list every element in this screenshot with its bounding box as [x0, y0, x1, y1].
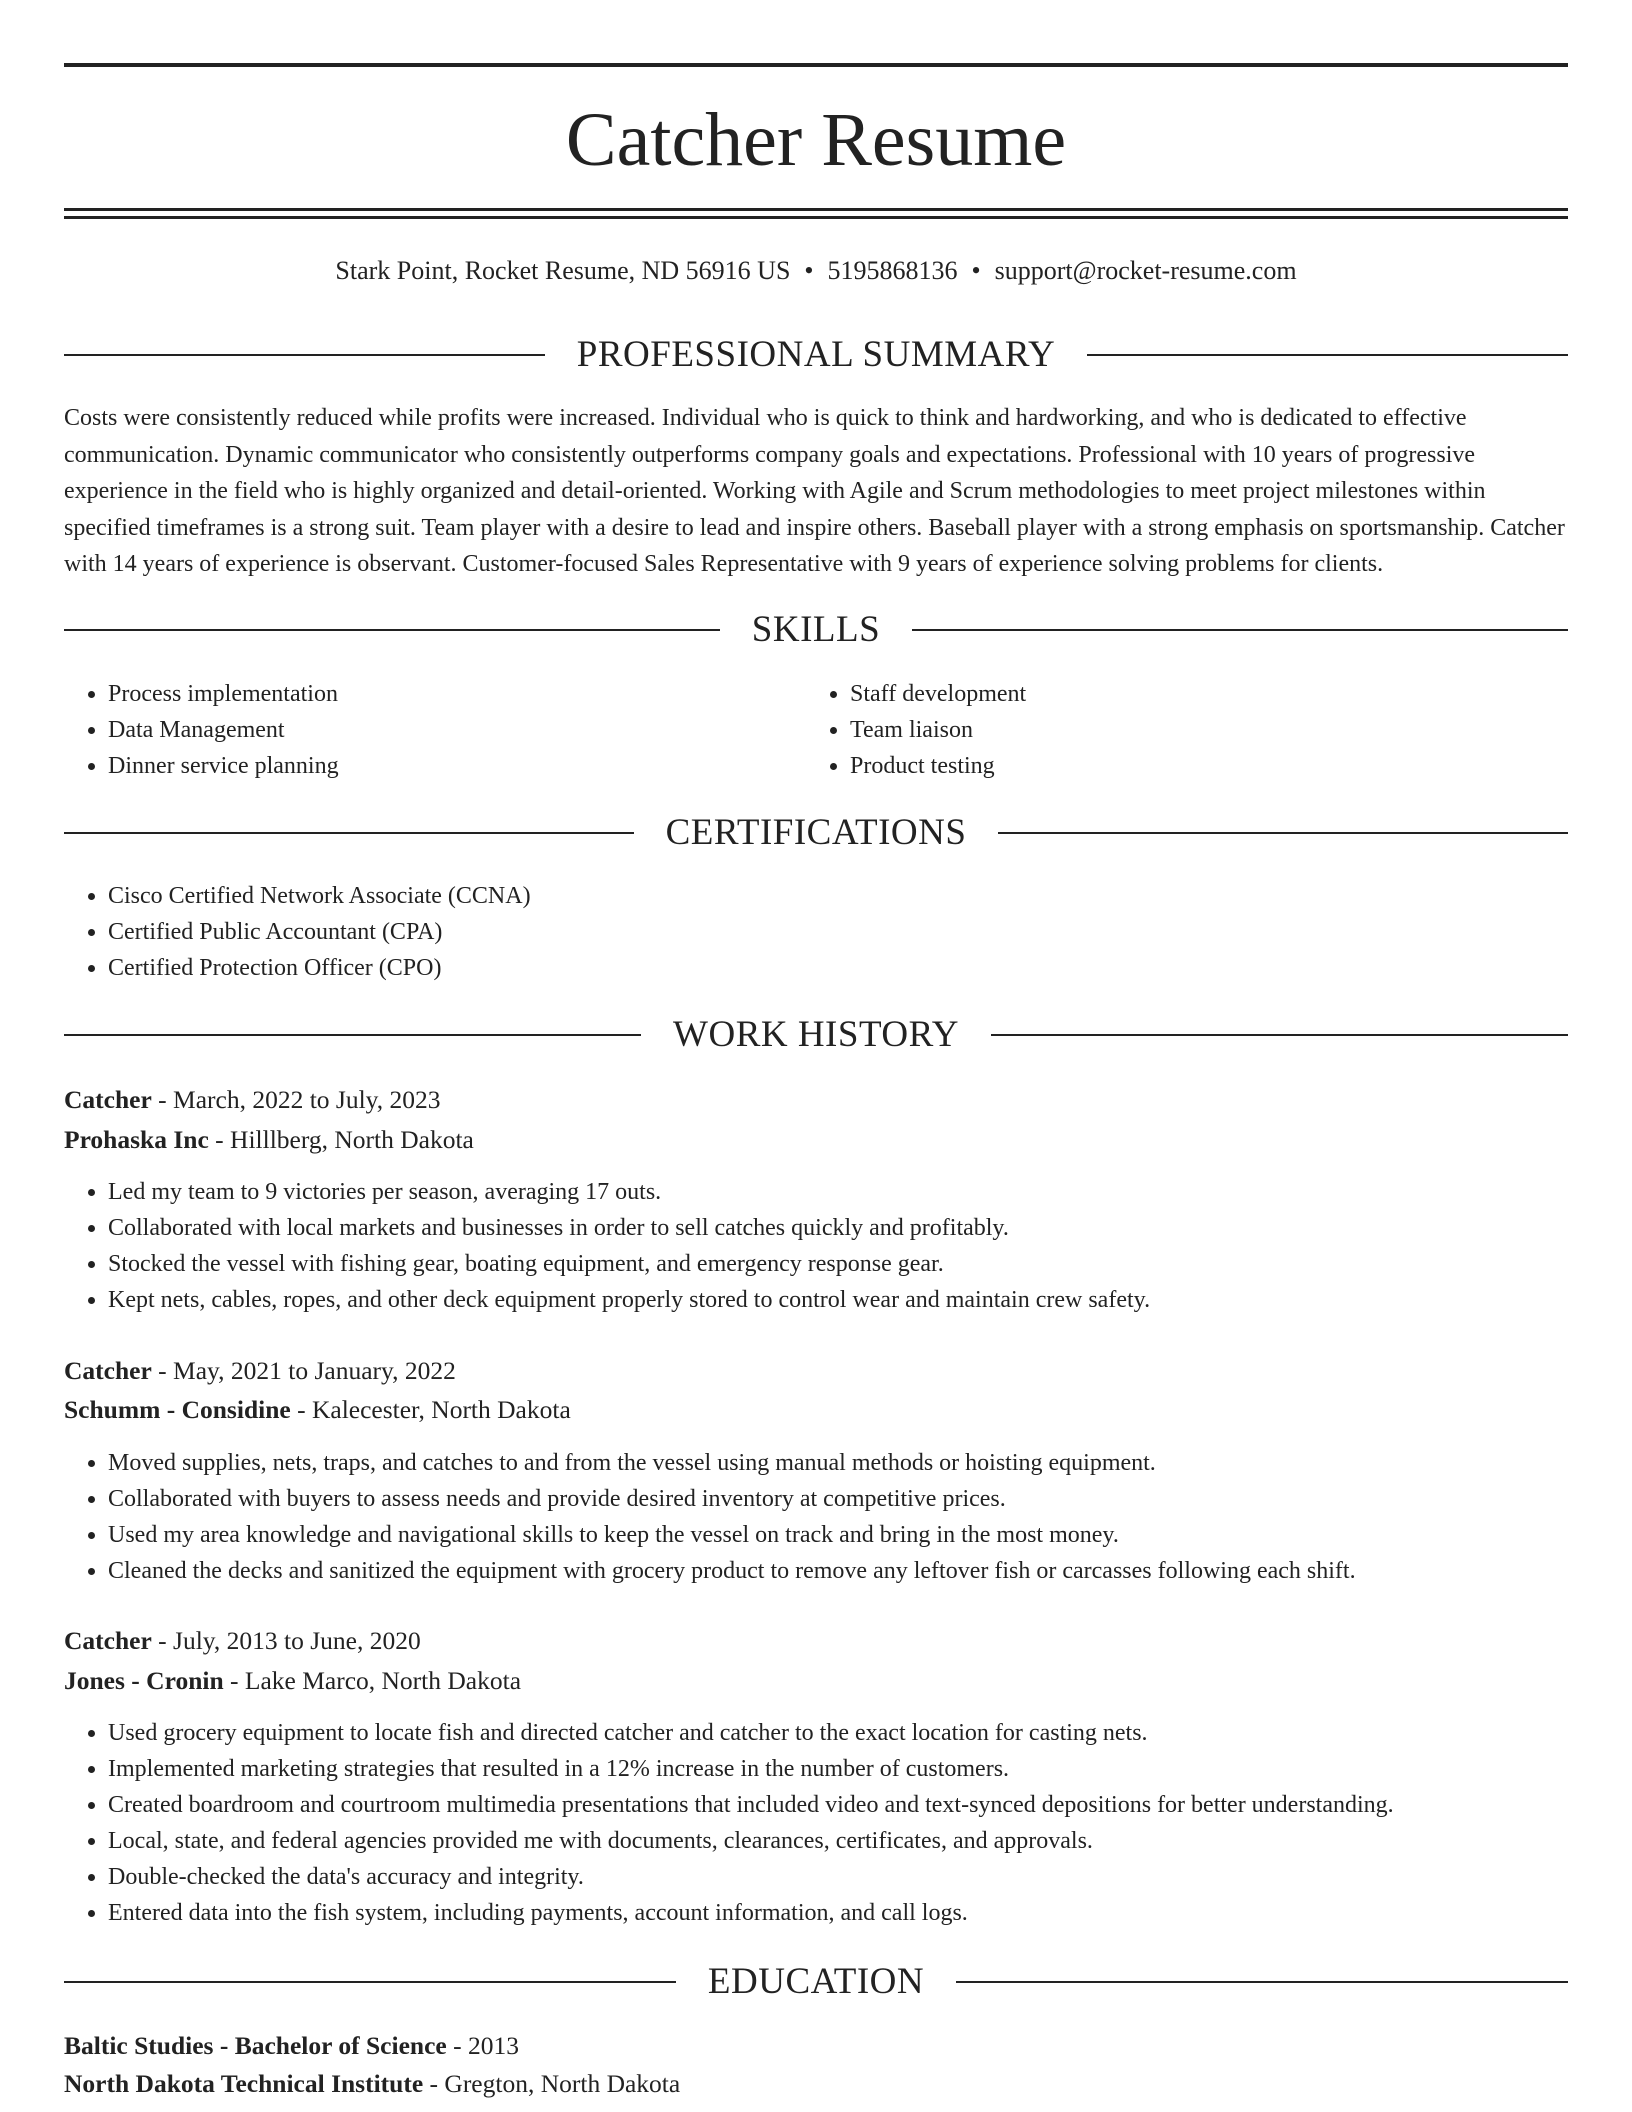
section-title-certifications: CERTIFICATIONS: [665, 812, 967, 853]
job-dates: - May, 2021 to January, 2022: [151, 1356, 456, 1385]
job-company: Jones - Cronin: [64, 1666, 224, 1695]
section-rule-right: [991, 1034, 1568, 1036]
job-company-line: [64, 1663, 521, 1699]
job-bullet: • Entered data into the fish system, including payments, account information, and call logs.: [108, 1895, 1568, 1931]
job-bullet: • Kept nets, cables, ropes, and other deck equipment properly stored to control wear and maintain crew safety.: [108, 1282, 1568, 1318]
section-header-work-history: [64, 1011, 1568, 1059]
job-bullet: • Used grocery equipment to locate fish and directed catcher and catcher to the exact location for casting nets.: [108, 1715, 1568, 1751]
section-header-education: [64, 1958, 1568, 2006]
education-degree-line: [64, 2028, 519, 2064]
certifications-list: [64, 878, 1568, 986]
section-rule-left: [64, 1034, 641, 1036]
job-bullet: • Collaborated with buyers to assess needs and provide desired inventory at competitive prices.: [108, 1481, 1568, 1517]
job-location: - Lake Marco, North Dakota: [223, 1666, 522, 1695]
section-rule-right: [1087, 354, 1568, 356]
section-rule-left: [64, 629, 720, 631]
certification-item: • Cisco Certified Network Associate (CCNA): [108, 878, 1568, 914]
contact-email: support@rocket-resume.com: [994, 256, 1297, 285]
skill-item: • Data Management: [108, 712, 808, 748]
job-company: Prohaska Inc: [64, 1125, 209, 1154]
job-bullet: • Created boardroom and courtroom multimedia presentations that included video and text-synced depositions for better understanding.: [108, 1787, 1568, 1823]
education-degree: Baltic Studies - Bachelor of Science: [64, 2031, 447, 2060]
skill-item: • Staff development: [850, 676, 1550, 712]
header-bottom-rule: [64, 208, 1568, 211]
job-title: Catcher: [64, 1626, 152, 1655]
job-location: - Kalecester, North Dakota: [290, 1395, 571, 1424]
job-bullet: • Moved supplies, nets, traps, and catches to and from the vessel using manual methods or hoisting equipment.: [108, 1445, 1568, 1481]
job-company-line: [64, 1392, 571, 1428]
job-bullets: [64, 1174, 1568, 1318]
job-bullets: [64, 1715, 1568, 1931]
skills-list-left: [64, 676, 808, 784]
education-school-line: [64, 2066, 680, 2102]
job-bullets: [64, 1445, 1568, 1589]
summary-text: Costs were consistently reduced while profits were increased. Individual who is quick to think and hardworking, and who is dedicated to effective communication. Dynamic communicator who consistently outperforms company goals and expectations. Professional with 10 years of progressive experience in the field who is highly organized and detail-oriented. Working with Agile and Scrum methodologies to meet project milestones within specified timeframes is a strong suit. Team player with a desire to lead and inspire others. Baseball player with a strong emphasis on sportsmanship. Catcher with 14 years of experience is observant. Customer-focused Sales Representative with 9 years of experience solving problems for clients.: [64, 405, 1565, 577]
job-dates: - July, 2013 to June, 2020: [151, 1626, 421, 1655]
section-rule-left: [64, 1981, 676, 1983]
contact-line: [64, 254, 1568, 288]
section-title-summary: PROFESSIONAL SUMMARY: [576, 334, 1056, 375]
job-location: - Hilllberg, North Dakota: [208, 1125, 474, 1154]
section-rule-left: [64, 354, 545, 356]
job-title: Catcher: [64, 1085, 152, 1114]
certification-item: • Certified Public Accountant (CPA): [108, 914, 1568, 950]
section-header-certifications: [64, 809, 1568, 857]
job-dates: - March, 2022 to July, 2023: [151, 1085, 441, 1114]
section-title-work-history: WORK HISTORY: [673, 1014, 959, 1055]
section-rule-right: [912, 629, 1568, 631]
header-bottom-rule-second: [64, 216, 1568, 219]
job-bullet: • Led my team to 9 victories per season, averaging 17 outs.: [108, 1174, 1568, 1210]
section-rule-left: [64, 832, 634, 834]
job-bullet: • Used my area knowledge and navigational skills to keep the vessel on track and bring in the most money.: [108, 1517, 1568, 1553]
section-title-skills: SKILLS: [751, 609, 881, 650]
education-school: North Dakota Technical Institute: [64, 2069, 424, 2098]
job-company-line: [64, 1122, 474, 1158]
job-bullet: • Implemented marketing strategies that resulted in a 12% increase in the number of customers.: [108, 1751, 1568, 1787]
job-title: Catcher: [64, 1356, 152, 1385]
skill-item: • Product testing: [850, 748, 1550, 784]
contact-separator: •: [804, 256, 814, 285]
section-header-skills: [64, 606, 1568, 654]
job-bullet: • Local, state, and federal agencies provided me with documents, clearances, certificates, and approvals.: [108, 1823, 1568, 1859]
section-header-summary: [64, 331, 1568, 379]
job-bullet: • Collaborated with local markets and businesses in order to sell catches quickly and profitably.: [108, 1210, 1568, 1246]
job-title-line: [64, 1353, 456, 1389]
contact-phone: 5195868136: [827, 256, 958, 285]
skill-item: • Process implementation: [108, 676, 808, 712]
job-bullet: • Stocked the vessel with fishing gear, boating equipment, and emergency response gear.: [108, 1246, 1568, 1282]
job-title-line: [64, 1623, 421, 1659]
job-title-line: [64, 1082, 441, 1118]
skills-list-right: [806, 676, 1550, 784]
section-rule-right: [998, 832, 1568, 834]
contact-separator: •: [971, 256, 981, 285]
certification-item: • Certified Protection Officer (CPO): [108, 950, 1568, 986]
job-bullet: • Double-checked the data's accuracy and integrity.: [108, 1859, 1568, 1895]
job-company: Schumm - Considine: [64, 1395, 291, 1424]
section-rule-right: [956, 1981, 1568, 1983]
job-bullet: • Cleaned the decks and sanitized the equipment with grocery product to remove any leftover fish or carcasses following each shift.: [108, 1553, 1568, 1589]
resume-title: Catcher Resume: [565, 98, 1067, 182]
section-title-education: EDUCATION: [707, 1961, 925, 2002]
contact-address: Stark Point, Rocket Resume, ND 56916 US: [335, 256, 791, 285]
header-top-rule: [64, 63, 1568, 67]
skill-item: • Dinner service planning: [108, 748, 808, 784]
education-location: - Gregton, North Dakota: [423, 2069, 681, 2098]
skill-item: • Team liaison: [850, 712, 1550, 748]
education-year: - 2013: [446, 2031, 519, 2060]
